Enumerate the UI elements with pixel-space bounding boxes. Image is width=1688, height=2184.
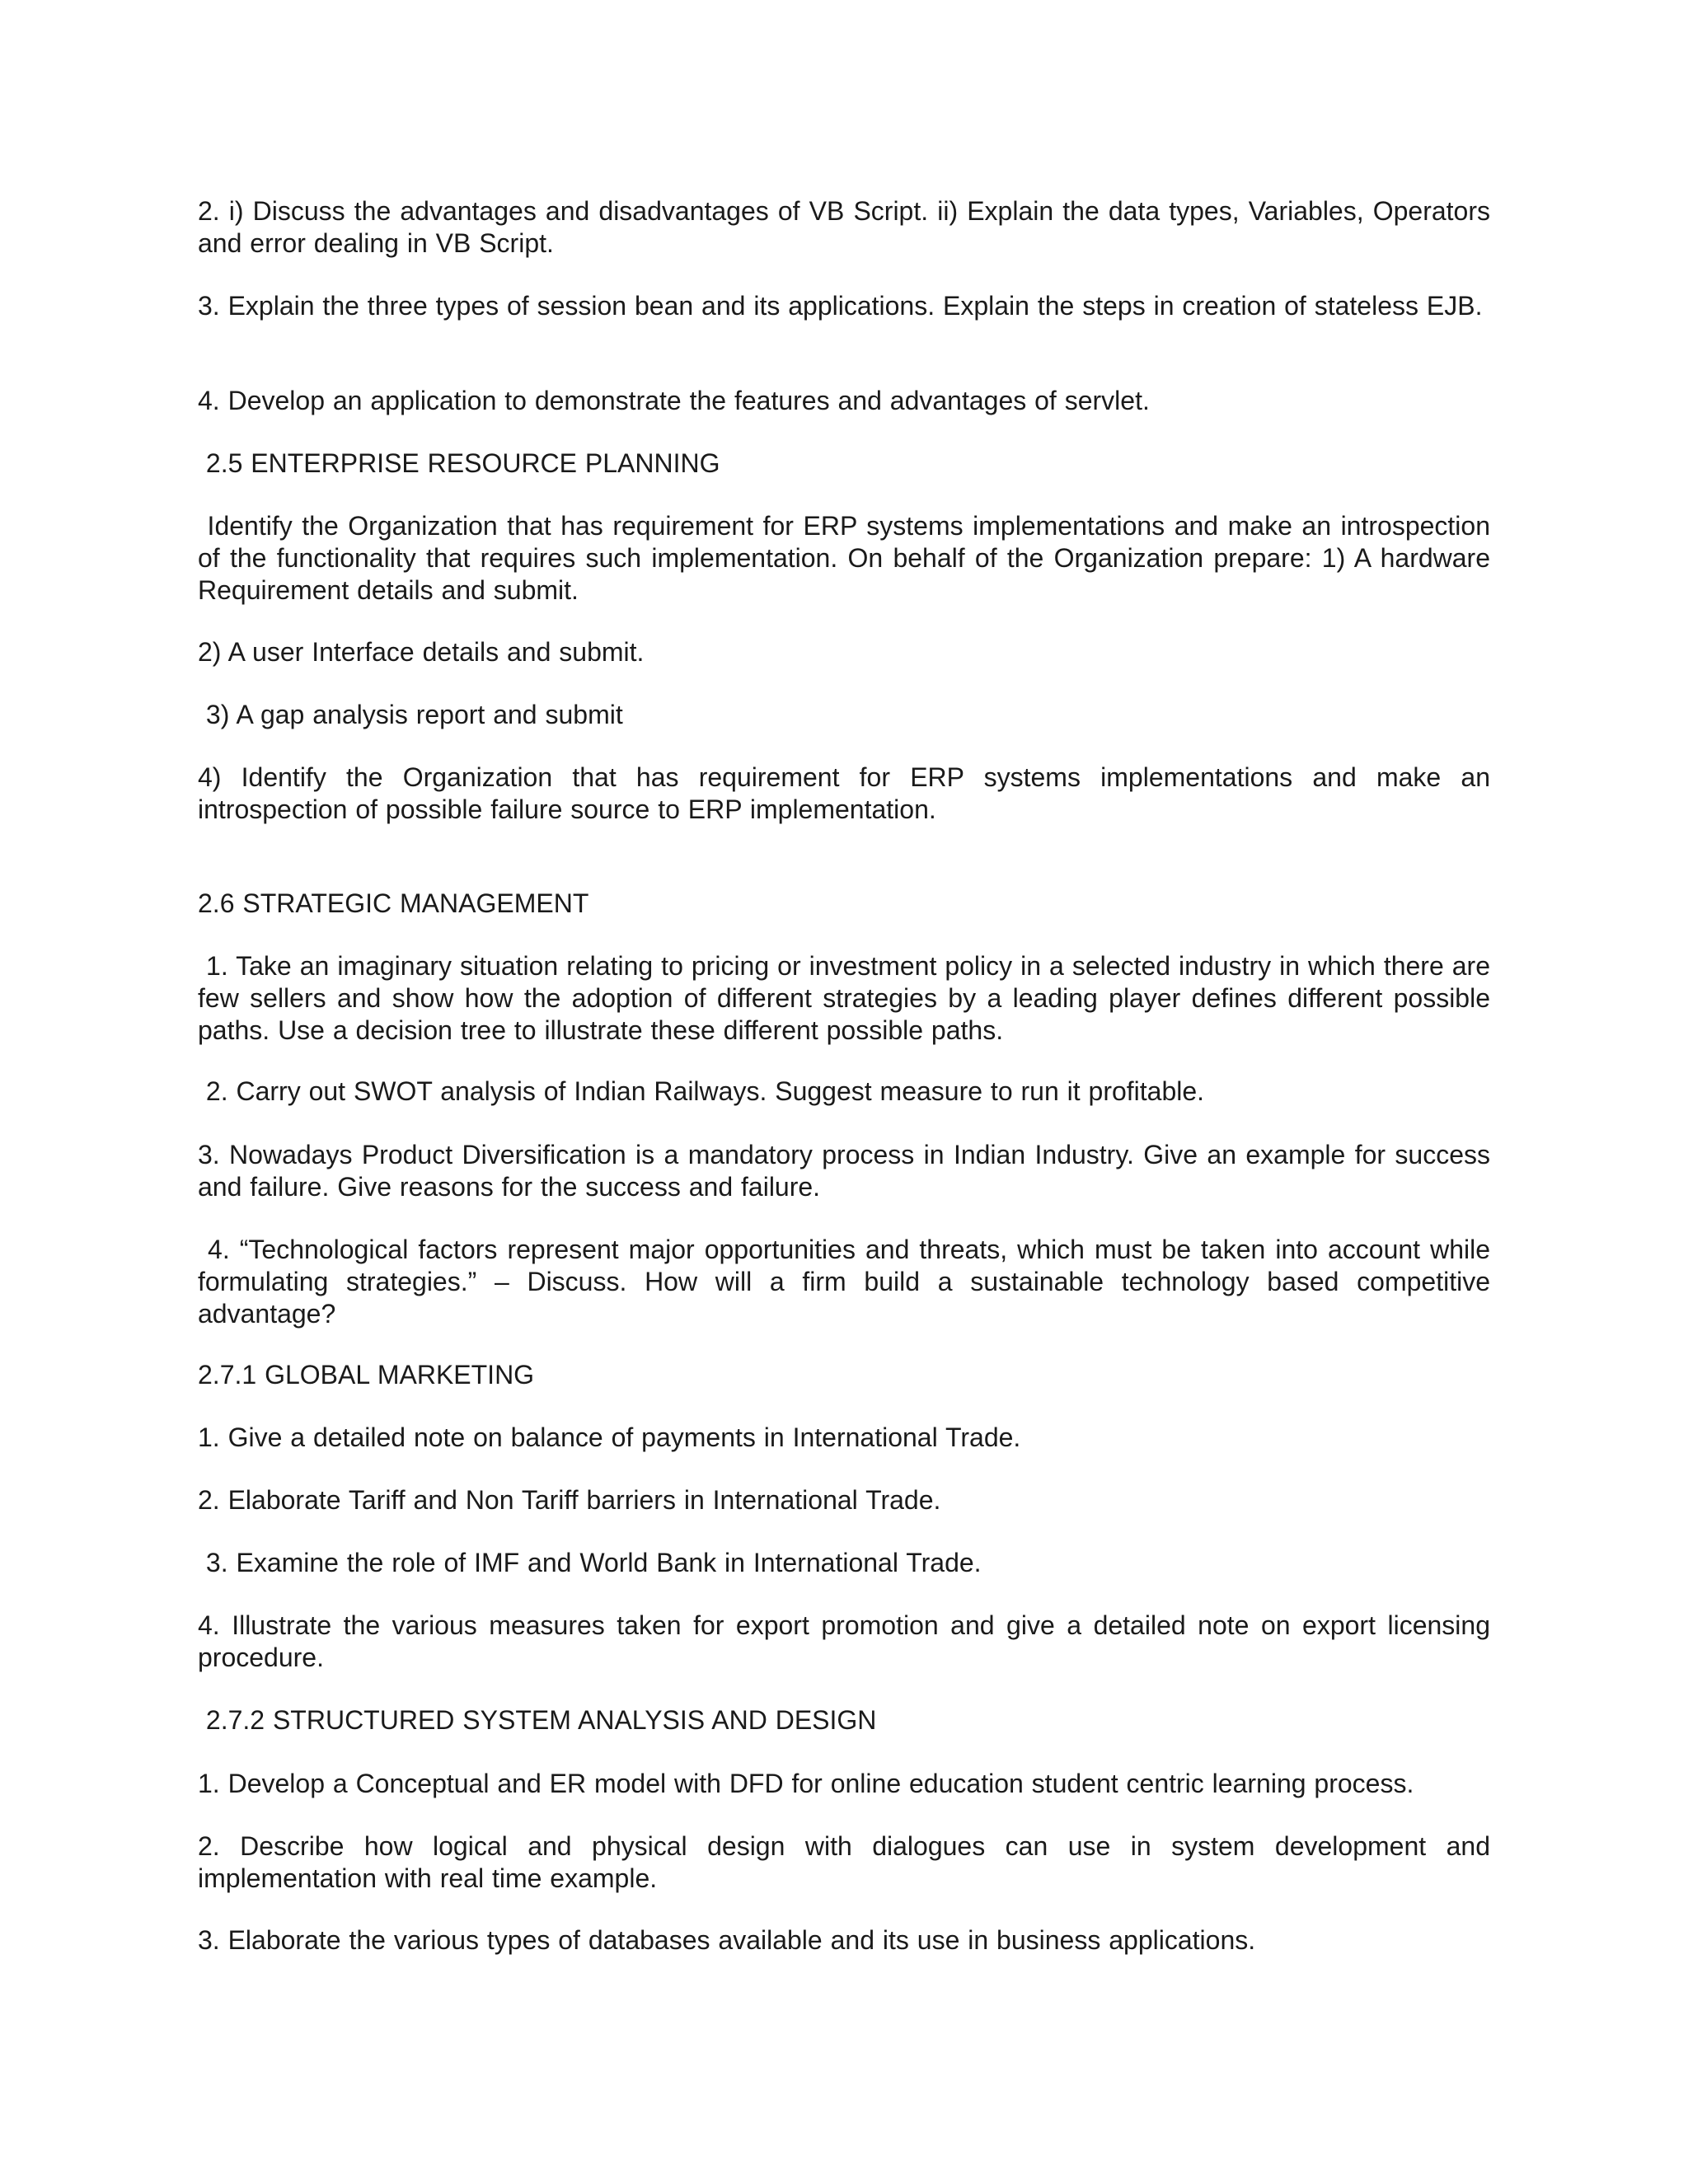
question-3-session-bean: 3. Explain the three types of session bean and its applications. Explain the steps in creation of stateless EJB. [198,291,1483,321]
erp-item-4: 4) Identify the Organization that has requirement for ERP systems implementations and make an introspection of possible failure source to ERP implementation. [198,762,1490,824]
ssad-question-1: 1. Develop a Conceptual and ER model with DFD for online education student centric learning process. [198,1769,1414,1798]
erp-item-2: 2) A user Interface details and submit. [198,637,645,667]
strategic-question-2: 2. Carry out SWOT analysis of Indian Railways. Suggest measure to run it profitable. [198,1076,1205,1106]
global-marketing-question-2: 2. Elaborate Tariff and Non Tariff barriers in International Trade. [198,1485,941,1515]
section-heading-ssad: 2.7.2 STRUCTURED SYSTEM ANALYSIS AND DESIGN [198,1705,877,1735]
global-marketing-question-1: 1. Give a detailed note on balance of payments in International Trade. [198,1422,1021,1452]
ssad-question-2: 2. Describe how logical and physical design with dialogues can use in system development and implementation with real time example. [198,1831,1490,1893]
section-heading-global-marketing: 2.7.1 GLOBAL MARKETING [198,1360,535,1390]
strategic-question-3: 3. Nowadays Product Diversification is a mandatory process in Indian Industry. Give an example for success and failure. Give reasons for the success and failure. [198,1140,1490,1202]
global-marketing-question-4: 4. Illustrate the various measures taken for export promotion and give a detailed note on export licensing procedure. [198,1610,1490,1672]
strategic-question-1: 1. Take an imaginary situation relating to pricing or investment policy in a selected industry in which there are few sellers and show how the adoption of different strategies by a leading player defines different possible paths. Use a decision tree to illustrate these different possible paths. [198,951,1498,1045]
question-2-vbscript: 2. i) Discuss the advantages and disadvantages of VB Script. ii) Explain the data types, Variables, Operators and error dealing in VB Script. [198,196,1490,258]
erp-intro-paragraph: Identify the Organization that has requirement for ERP systems implementations and make an introspection of the functionality that requires such implementation. On behalf of the Organization prepare: 1) A hardware Requirement details and submit. [198,511,1498,605]
section-heading-erp: 2.5 ENTERPRISE RESOURCE PLANNING [198,448,720,478]
question-4-servlet: 4. Develop an application to demonstrate the features and advantages of servlet. [198,386,1150,415]
section-heading-strategic-management: 2.6 STRATEGIC MANAGEMENT [198,888,589,918]
strategic-question-4: 4. “Technological factors represent major opportunities and threats, which must be taken into account while formulating strategies.” – Discuss. How will a firm build a sustainable technology based competitive advantage? [198,1235,1498,1329]
ssad-question-3: 3. Elaborate the various types of databases available and its use in business applications. [198,1925,1256,1955]
global-marketing-question-3: 3. Examine the role of IMF and World Bank in International Trade. [198,1548,982,1577]
erp-item-3: 3) A gap analysis report and submit [198,700,623,729]
